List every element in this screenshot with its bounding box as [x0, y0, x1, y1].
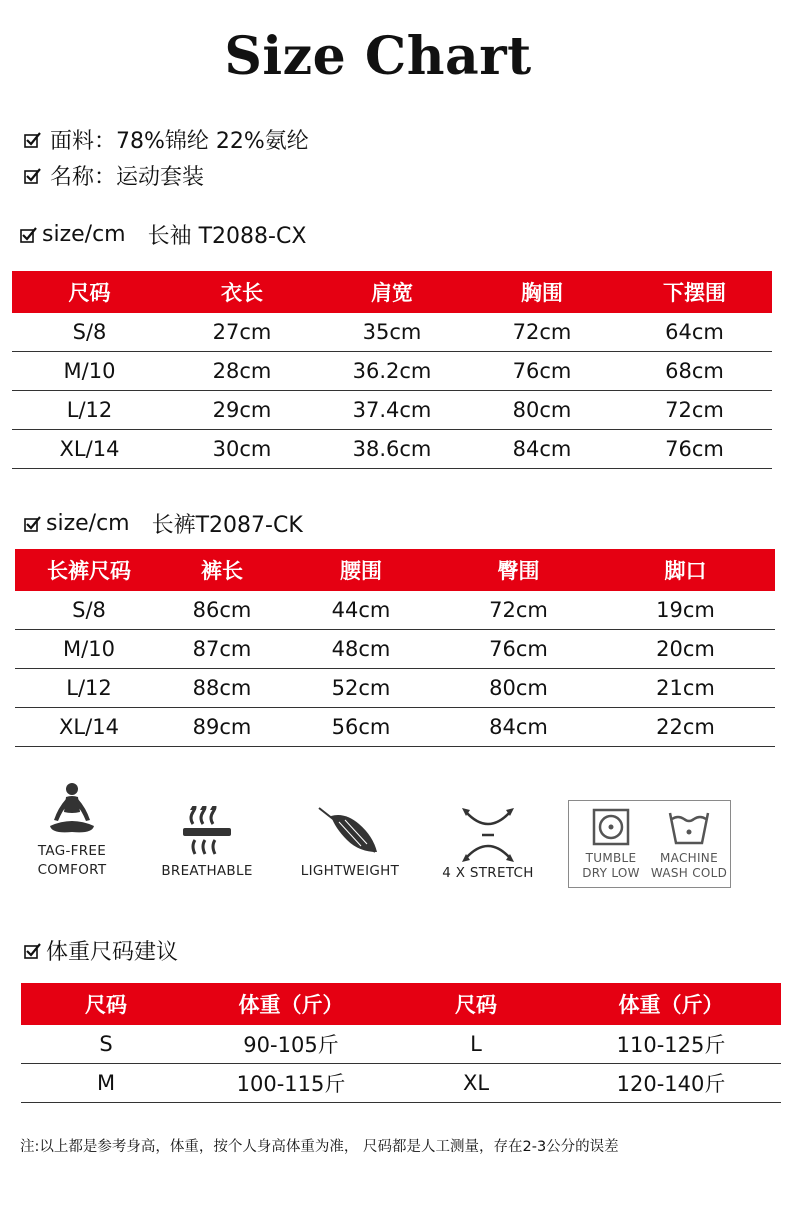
header-cell: 衣长 [221, 281, 263, 305]
check-icon [24, 515, 42, 533]
value-cell: 37.4cm [352, 398, 432, 422]
breathable-label: BREATHABLE [161, 863, 253, 879]
size-cell: XL [462, 1071, 490, 1095]
top-table-header [12, 271, 772, 313]
value-cell: 76cm [665, 437, 724, 461]
value-cell: 84cm [489, 715, 548, 739]
header-cell: 腰围 [340, 559, 382, 583]
feature-stretch [432, 806, 544, 883]
value-cell: 86cm [192, 598, 252, 622]
size-cell: L/12 [66, 676, 112, 700]
value-cell: 72cm [512, 320, 572, 344]
table-row [12, 313, 772, 352]
size-cell: S [99, 1032, 113, 1056]
header-cell: 尺码 [68, 281, 111, 305]
size-cell: L/12 [66, 398, 113, 422]
top-product: 长袖 T2088-CX [147, 224, 307, 249]
value-cell: 72cm [665, 398, 724, 422]
check-icon [24, 942, 42, 960]
table-row [15, 669, 775, 708]
value-cell: 56cm [331, 715, 391, 739]
table-row [12, 391, 772, 430]
lightweight-label: LIGHTWEIGHT [300, 863, 400, 879]
feature-lightweight [288, 806, 412, 881]
size-cell: M/10 [63, 359, 116, 383]
tag-free-label-2: COMFORT [37, 862, 107, 878]
page-title: Size Chart [224, 26, 532, 87]
tumble-label-1: TUMBLE [585, 851, 637, 865]
check-icon [24, 167, 42, 185]
top-unit: size/cm [42, 222, 126, 247]
weight-heading-text: 体重尺码建议 [46, 940, 179, 965]
weight-table-header [21, 983, 781, 1025]
table-row [15, 708, 775, 747]
pants-product: 长裤T2087-CK [151, 513, 303, 538]
stretch-icon [456, 806, 520, 864]
tumble-label-2: DRY LOW [582, 866, 640, 880]
header-cell: 尺码 [455, 993, 497, 1017]
value-cell: 76cm [512, 359, 572, 383]
size-cell: S/8 [72, 598, 106, 622]
feature-icons [20, 780, 740, 890]
header-cell: 胸围 [521, 281, 563, 305]
table-row [21, 1064, 781, 1103]
table-row [12, 352, 772, 391]
header-cell: 长裤尺码 [47, 559, 131, 583]
value-cell: 68cm [665, 359, 724, 383]
value-cell: 21cm [656, 676, 715, 700]
check-icon [24, 131, 42, 149]
pants-unit: size/cm [46, 511, 130, 536]
value-cell: 48cm [331, 637, 391, 661]
feather-icon [315, 806, 385, 858]
feature-tag-free [20, 782, 124, 880]
value-cell: 44cm [331, 598, 391, 622]
check-icon [20, 226, 38, 244]
top-size-table [12, 271, 772, 469]
pants-size-heading [24, 508, 303, 539]
weight-heading [24, 935, 178, 966]
value-cell: 80cm [512, 398, 572, 422]
wash-label-2: WASH COLD [650, 866, 728, 880]
table-row [12, 430, 772, 469]
header-cell: 脚口 [664, 559, 707, 583]
wash-label-1: MACHINE [660, 851, 718, 865]
fabric-text: 面料：78%锦纶 22%氨纶 [50, 129, 309, 154]
header-cell: 体重（斤） [618, 993, 724, 1017]
fabric-line [24, 124, 309, 155]
value-cell: 20cm [656, 637, 715, 661]
value-cell: 110-125斤 [616, 1033, 726, 1057]
header-cell: 体重（斤） [238, 993, 344, 1017]
header-cell: 臀围 [497, 559, 540, 583]
value-cell: 38.6cm [352, 437, 432, 461]
care-instructions [568, 800, 731, 888]
value-cell: 28cm [212, 359, 272, 383]
value-cell: 120-140斤 [616, 1072, 726, 1096]
size-cell: S/8 [72, 320, 107, 344]
size-cell: XL/14 [59, 715, 119, 739]
pants-size-table [15, 549, 775, 747]
wash-icon [667, 807, 711, 847]
table-row [15, 591, 775, 630]
stretch-label: 4 X STRETCH [442, 865, 534, 881]
feature-breathable [152, 806, 262, 881]
value-cell: 72cm [489, 598, 548, 622]
tumble-dry-icon [591, 807, 631, 847]
care-wash [649, 807, 729, 881]
value-cell: 19cm [656, 598, 715, 622]
header-cell: 下摆围 [663, 281, 726, 305]
value-cell: 76cm [489, 637, 548, 661]
value-cell: 89cm [192, 715, 252, 739]
value-cell: 30cm [212, 437, 272, 461]
value-cell: 84cm [512, 437, 572, 461]
value-cell: 29cm [212, 398, 272, 422]
care-tumble [571, 807, 651, 881]
breathable-icon [177, 806, 237, 858]
pants-table-header [15, 549, 775, 591]
value-cell: 52cm [331, 676, 391, 700]
weight-size-table [21, 983, 781, 1103]
value-cell: 90-105斤 [243, 1033, 339, 1057]
header-cell: 裤长 [201, 559, 243, 583]
value-cell: 87cm [192, 637, 252, 661]
yoga-icon [44, 782, 100, 840]
name-text: 名称：运动套装 [50, 165, 205, 190]
table-row [21, 1025, 781, 1064]
value-cell: 88cm [192, 676, 252, 700]
top-size-heading [20, 219, 306, 250]
size-cell: M/10 [63, 637, 115, 661]
tag-free-label-1: TAG-FREE [37, 843, 107, 859]
value-cell: 80cm [489, 676, 548, 700]
value-cell: 64cm [665, 320, 724, 344]
name-line [24, 160, 204, 191]
size-cell: XL/14 [59, 437, 120, 461]
header-cell: 尺码 [85, 993, 127, 1017]
table-row [15, 630, 775, 669]
value-cell: 36.2cm [352, 359, 432, 383]
value-cell: 27cm [212, 320, 272, 344]
size-cell: L [470, 1032, 482, 1056]
value-cell: 35cm [362, 320, 422, 344]
value-cell: 100-115斤 [236, 1072, 346, 1096]
size-cell: M [96, 1071, 116, 1095]
measurement-note: 注:以上都是参考身高，体重，按个人身高体重为准， 尺码都是人工测量，存在2-3公分的误差 [20, 1139, 619, 1155]
value-cell: 22cm [656, 715, 715, 739]
header-cell: 肩宽 [371, 281, 413, 305]
